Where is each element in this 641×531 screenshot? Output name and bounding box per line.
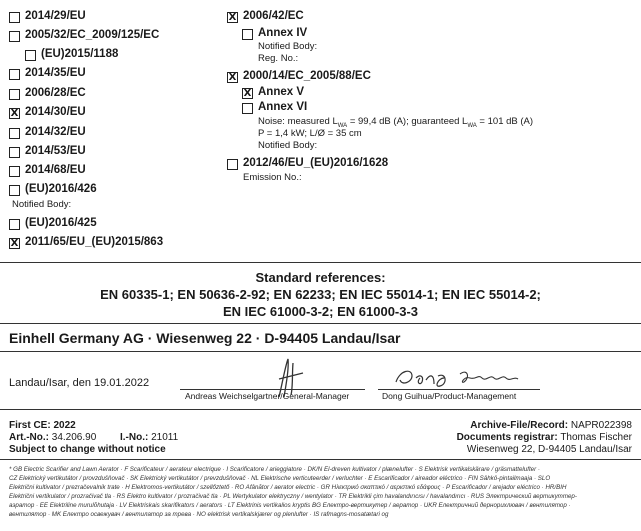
noise-text-c: = 101 dB (A): [476, 116, 534, 127]
translation-line: CZ Elektrický vertikutátor / provzdušňovač · SK Elektrický vertikutátor / prevzdušňovač · NL Elektrische verticuteerder / verluchter · E Escarificador / aireador eléctrico · FIN Sähkö-pintailmaaja · SLO: [9, 475, 551, 482]
checkbox-annex-v[interactable]: X: [243, 88, 252, 99]
notified-body-label: Notified Body:: [258, 41, 318, 52]
checkbox-2014-30-eu[interactable]: X: [10, 108, 19, 119]
lwa-subscript: WA: [467, 122, 477, 129]
directive-label: 2014/32/EU: [25, 126, 86, 138]
divider: [0, 459, 641, 460]
annex-label: Annex VI: [258, 101, 308, 113]
archive-value: NAPR022398: [570, 420, 632, 431]
checkbox-eu-2016-425[interactable]: [9, 219, 20, 230]
signature-line: [378, 389, 540, 390]
translation-line: вентилятор · MK Електро освежувач / вентилатор за трева · NO elektrisk vertikalskjærer og plenlufter · IS rafmagns-mosatætari og: [9, 511, 389, 518]
checkbox-2014-53-eu[interactable]: [9, 147, 20, 158]
checkbox-2014-35-eu[interactable]: [9, 69, 20, 80]
notified-body-label: Notified Body:: [258, 140, 318, 151]
divider: [0, 262, 641, 263]
ino-label: I.-No.:: [120, 432, 149, 443]
checkbox-2000-14-ec[interactable]: X: [228, 72, 237, 83]
checkbox-2011-65-eu[interactable]: X: [10, 238, 19, 249]
checkbox-2006-28-ec[interactable]: [9, 89, 20, 100]
annex-label: Annex V: [258, 86, 305, 98]
directive-label: (EU)2016/426: [25, 183, 97, 195]
directive-label: 2014/29/EU: [25, 10, 86, 22]
directive-label: 2012/46/EU_(EU)2016/1628: [243, 157, 389, 169]
emission-no-label: Emission No.:: [243, 172, 302, 183]
directive-label: 2014/30/EU: [25, 106, 86, 118]
signer-name: Andreas Weichselgartner/General-Manager: [185, 391, 350, 401]
ident-number: [120, 432, 178, 443]
directive-label: (EU)2015/1188: [41, 48, 119, 60]
checkbox-annex-iv[interactable]: [242, 29, 253, 40]
standards-line: EN IEC 61000-3-2; EN 61000-3-3: [222, 304, 419, 319]
checkbox-eu-2016-426[interactable]: [9, 185, 20, 196]
translation-line: Električni kultivator / prezračevalnik trate · H Elektromos-vertikutátor / szellőztető · RO Afânător / aerator electric · GR Ηλεκτρικό σκαπτικό / αεριστικό εδάφους · P Escarificador / arejador eléctrico · HR/BIH: [9, 484, 567, 491]
first-ce: First CE: 2022: [9, 420, 76, 431]
registrar-value: Thomas Fischer: [560, 432, 632, 443]
checkbox-2005-32-ec[interactable]: [9, 31, 20, 42]
directive-label: 2000/14/EC_2005/88/EC: [243, 70, 371, 82]
annex-label: Annex IV: [258, 27, 308, 39]
directive-label: 2011/65/EU_(EU)2015/863: [25, 236, 164, 248]
checkbox-2014-32-eu[interactable]: [9, 128, 20, 139]
signer-name: Dong Guihua/Product-Management: [382, 391, 517, 401]
archive-record: [470, 420, 632, 431]
translation-line: Električni vertikulator / prozračivač tla · RS Elektro kultivator / prozračivač tla · PL Wertykulator elektryczny / wentylator · TR Elektrikli çim havalandırıcısı / havalandırıcı · RUS Электрический вертикуттер-: [9, 493, 577, 500]
reg-no-label: Reg. No.:: [258, 53, 299, 64]
place-date: Landau/Isar, den 19.01.2022: [9, 377, 150, 389]
signature-dong-guihua: [390, 362, 530, 392]
standards-title: Standard references:: [255, 270, 386, 285]
noise-values: [258, 116, 533, 129]
translation-line: * GB Electric Scarifier and Lawn Aerator · F Scarificateur / aerateur electrique · I Scarificatore / arieggiatore · DK/N El-dreven kultivator / plænelufter · S Elektrisk vertikalskärare / gräsmattelufter ·: [9, 466, 540, 473]
noise-text-b: = 99,4 dB (A); guaranteed L: [347, 116, 468, 127]
divider: [0, 323, 641, 324]
notified-body-label: Notified Body:: [12, 199, 72, 210]
art-no: 34.206.90: [51, 432, 97, 443]
power-values: P = 1,4 kW; L/Ø = 35 cm: [258, 128, 362, 139]
directive-label: 2005/32/EC_2009/125/EC: [25, 29, 160, 41]
directive-label: 2006/42/EC: [243, 10, 304, 22]
checkbox-2014-68-eu[interactable]: [9, 166, 20, 177]
noise-text-a: Noise: measured L: [258, 116, 338, 127]
checkbox-2012-46-eu[interactable]: [227, 159, 238, 170]
directive-label: 2014/68/EU: [25, 164, 86, 176]
checkbox-2006-42-ec[interactable]: X: [228, 12, 237, 23]
divider: [0, 409, 641, 410]
article-numbers: [9, 432, 96, 443]
company-address: Einhell Germany AG · Wiesenweg 22 · D-94405 Landau/Isar: [9, 330, 401, 346]
standards-line: EN 60335-1; EN 50636-2-92; EN 62233; EN IEC 55014-1; EN IEC 55014-2;: [100, 287, 541, 302]
ino: 21011: [151, 432, 179, 443]
subject-to-change: Subject to change without notice: [9, 444, 166, 455]
directive-label: 2006/28/EC: [25, 87, 86, 99]
registrar-label: Documents registrar:: [456, 432, 558, 443]
checkbox-eu-2015-1188[interactable]: [25, 50, 36, 61]
registrar-address: Wiesenweg 22, D-94405 Landau/Isar: [466, 444, 632, 455]
lwa-subscript: WA: [337, 122, 348, 129]
directive-label: 2014/53/EU: [25, 145, 86, 157]
checkbox-2014-29-eu[interactable]: [9, 12, 20, 23]
directive-label: (EU)2016/425: [25, 217, 97, 229]
divider: [0, 351, 641, 352]
archive-label: Archive-File/Record:: [470, 420, 569, 431]
signature-line: [180, 389, 365, 390]
documents-registrar: [457, 432, 632, 443]
translation-line: аэратор · EE Elektriline murulõhutaja · LV Elektriskais skarifikators / aerators · LT Elektrinis vertikalios kryptis BG Електро-вертикутер / аератор · UKR Електричний дернорихлювач / вентилятор ·: [9, 502, 571, 509]
art-no-label: Art.-No.:: [9, 432, 49, 443]
checkbox-annex-vi[interactable]: [242, 103, 253, 114]
directive-label: 2014/35/EU: [25, 67, 86, 79]
